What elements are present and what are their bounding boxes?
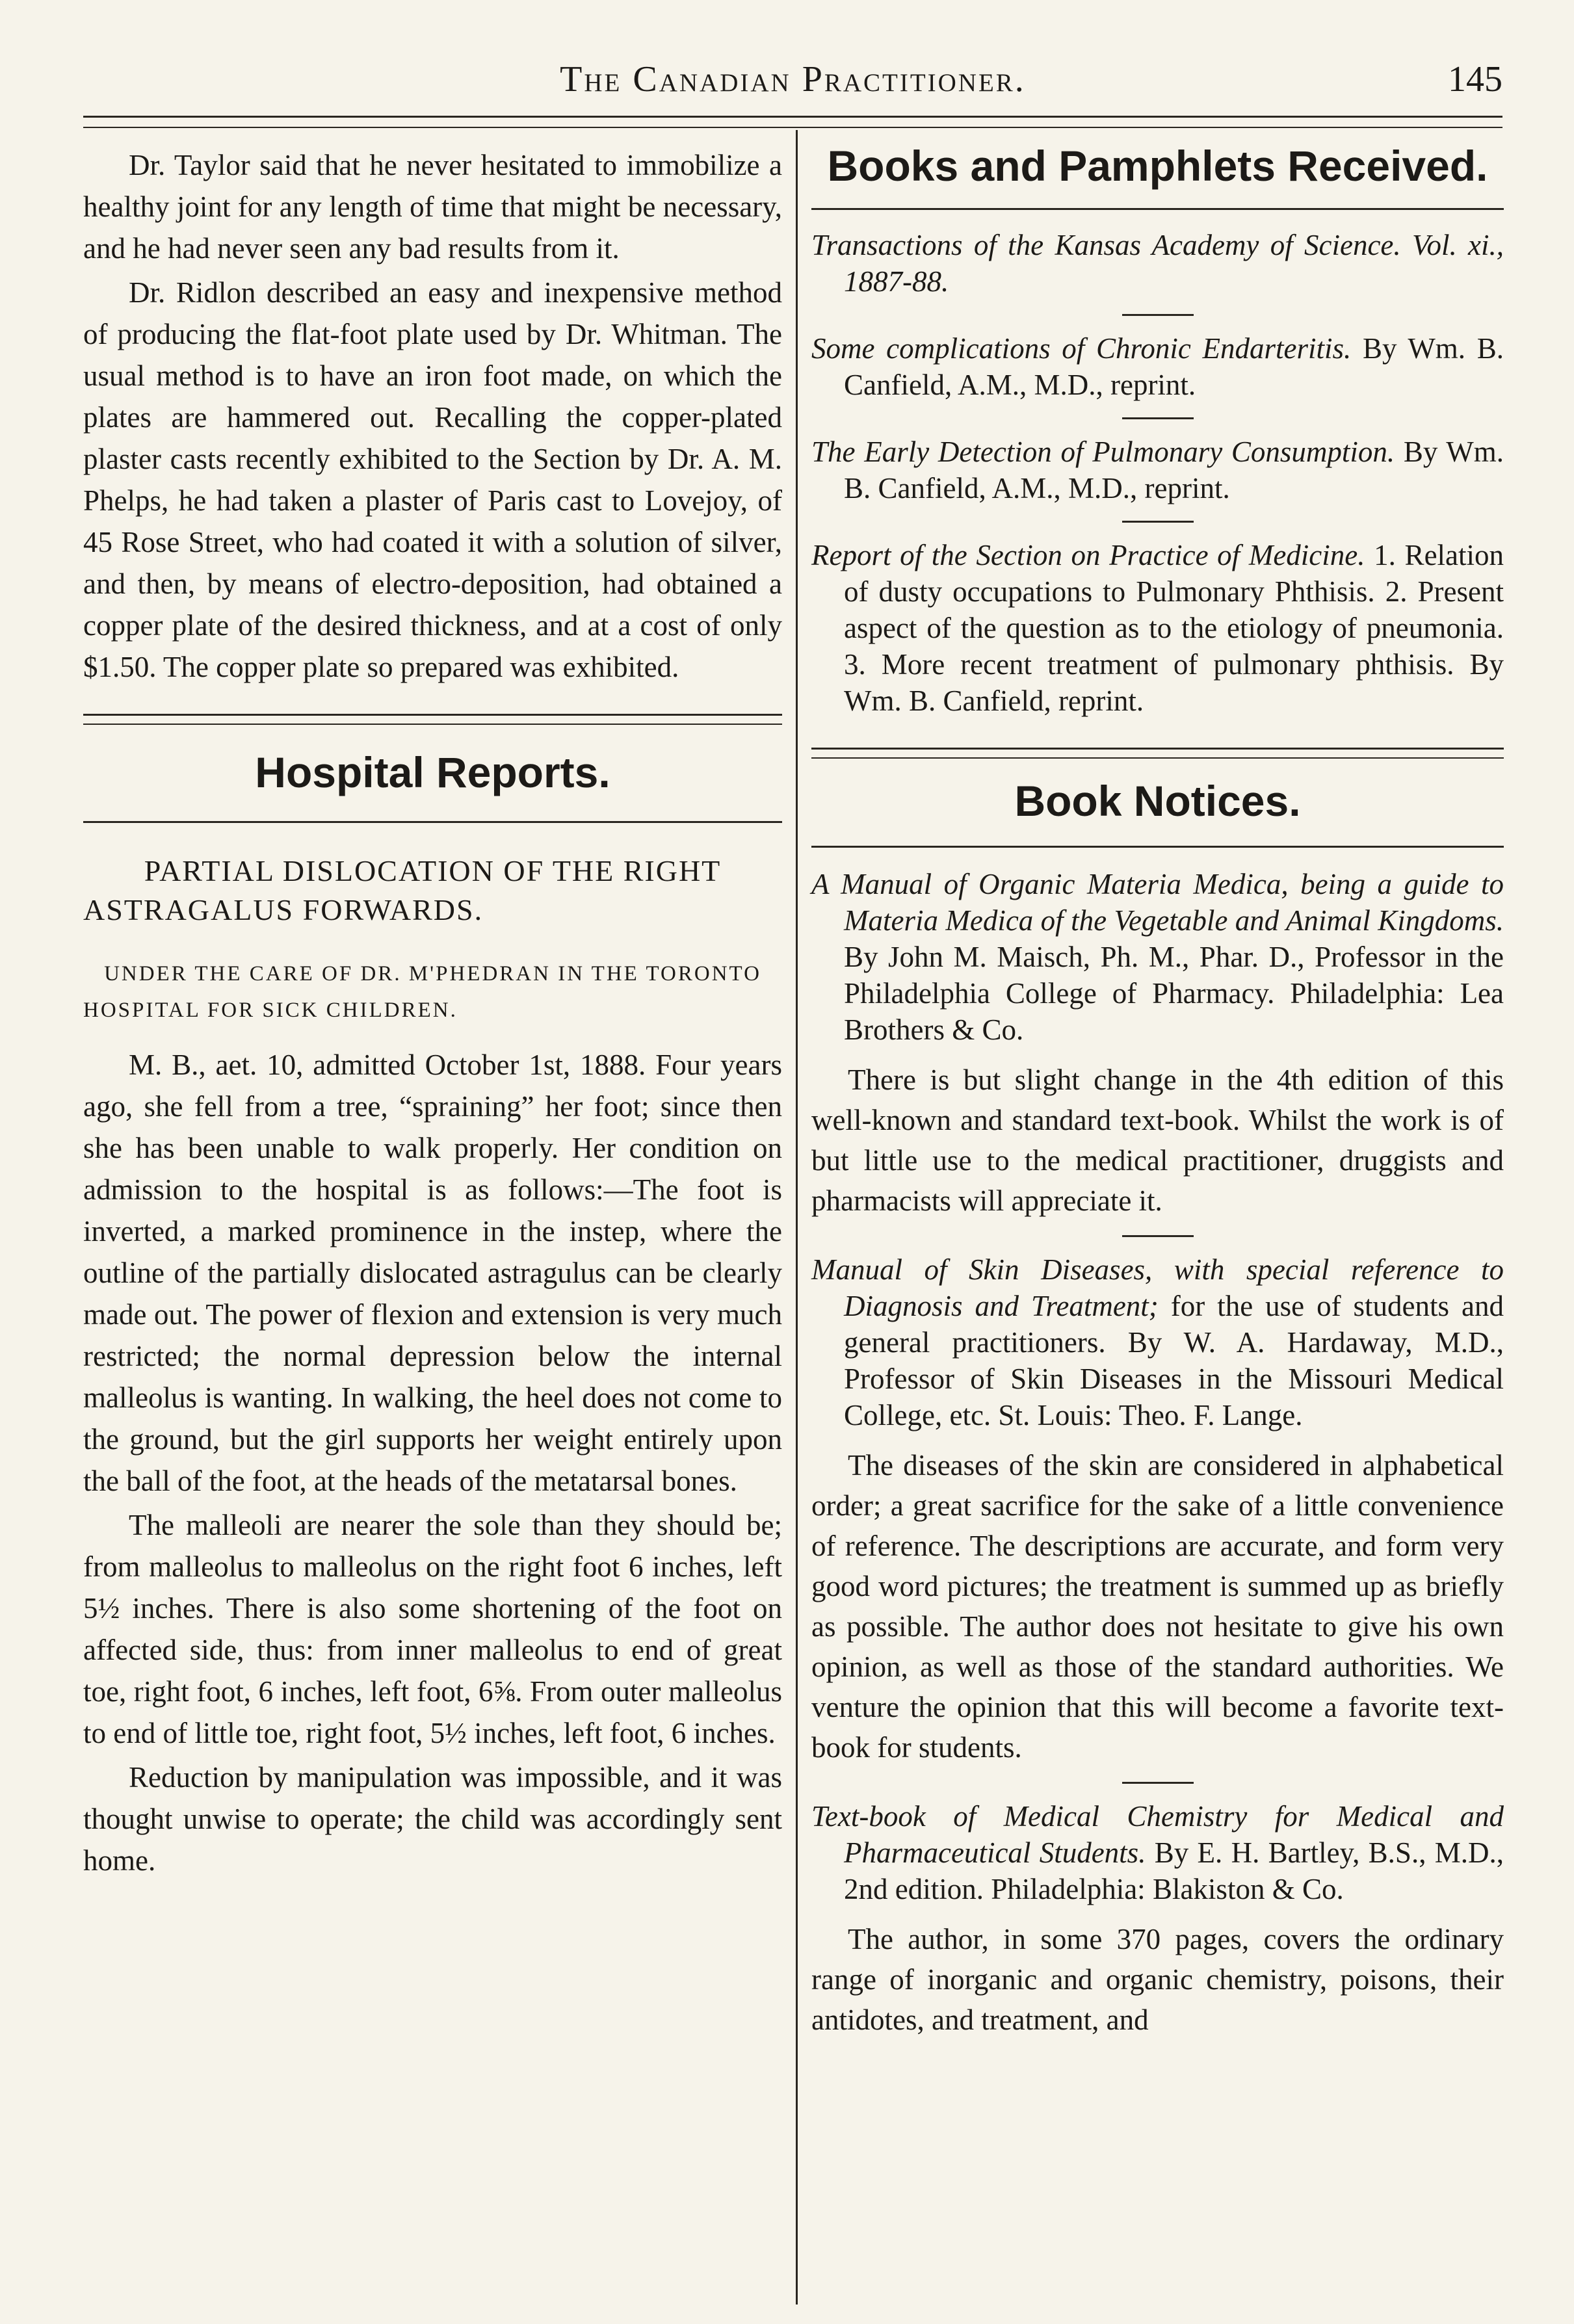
notice-text: The author, in some 370 pages, covers the ordinary range of inorganic and organic chemistry, poisons, their antidotes, and treatment, and (811, 1923, 1504, 2036)
notice-details: for the use of students and general practitioners. By W. A. Hardaway, M.D., Professor of Skin Diseases in the Missouri Medical College, etc. St. Louis: Theo. F. Lange. (844, 1290, 1504, 1431)
short-rule (1122, 417, 1194, 419)
entry-title: Transactions of the Kansas Academy of Science. Vol. xi., 1887-88. (811, 229, 1504, 298)
section-rule (811, 748, 1504, 759)
notice-citation (811, 1251, 1504, 1433)
short-rule (1122, 1782, 1194, 1784)
notice-details: By John M. Maisch, Ph. M., Phar. D., Professor in the Philadelphia College of Pharmacy. Philadelphia: Lea Brothers & Co. (844, 941, 1504, 1046)
case-title: PARTIAL DISLOCATION OF THE RIGHT ASTRAGALUS FORWARDS. (83, 854, 722, 926)
column-divider (796, 130, 798, 2304)
case-paragraph-3: Reduction by manipulation was impossible, and it was thought unwise to operate; the child was accordingly sent home. (83, 1761, 782, 1877)
received-entry (811, 227, 1504, 300)
entry-details: 1. Relation of dusty occupations to Pulmonary Phthisis. 2. Present aspect of the question as to the etiology of pneumonia. 3. More recent treatment of pulmonary phthisis. By Wm. B. Canfield, reprint. (844, 539, 1504, 717)
page-number: 145 (1448, 59, 1502, 99)
short-rule (1122, 521, 1194, 523)
case-paragraph-1: M. B., aet. 10, admitted October 1st, 1888. Four years ago, she fell from a tree, “spraining” her foot; since then she has been unable to walk properly. Her condition on admission to the hospital is as follows:—The foot is inverted, a marked prominence in the instep, where the outline of the partially dislocated astragulus can be clearly made out. The power of flexion and extension is very much restricted; the normal depression below the internal malleolus is wanting. In walking, the heel does not come to the ground, but the girl supports her weight entirely upon the ball of the foot, at the heads of the metatarsal bones. (83, 1049, 782, 1497)
notice-text: There is but slight change in the 4th edition of this well-known and standard text-book. Whilst the work is of but little use to the medical practitioner, druggists and pharmacists will appreciate it. (811, 1064, 1504, 1217)
entry-details: By Wm. B. Canfield, A.M., M.D., reprint. (844, 332, 1504, 401)
received-entry (811, 330, 1504, 403)
case-subtitle: UNDER THE CARE OF DR. M'PHEDRAN IN THE TORONTO HOSPITAL FOR SICK CHILDREN. (83, 962, 761, 1022)
entry-details: By Wm. B. Canfield, A.M., M.D., reprint. (844, 436, 1504, 504)
running-head (83, 53, 1502, 112)
notice-details: By E. H. Bartley, B.S., M.D., 2nd edition. Philadelphia: Blakiston & Co. (844, 1836, 1504, 1905)
notice-title: Text-book of Medical Chemistry for Medical and Pharmaceutical Students. (811, 1800, 1504, 1869)
entry-title: Some complications of Chronic Endarteritis. (811, 332, 1352, 365)
short-rule (1122, 1235, 1194, 1237)
right-column (811, 144, 1504, 2304)
notice-citation (811, 866, 1504, 1048)
notice-text: The diseases of the skin are considered in alphabetical order; a great sacrifice for the sake of a little convenience of reference. The descriptions are accurate, and form very good word pictures; the treatment is summed up as briefly as possible. The author does not hesitate to give his own opinion, as well as those of the standard authorities. We venture the opinion that this will become a favorite text-book for students. (811, 1449, 1504, 1764)
received-entry (811, 537, 1504, 719)
heading-rule (83, 821, 782, 823)
hospital-reports-heading: Hospital Reports. (255, 748, 610, 796)
notice-citation (811, 1798, 1504, 1907)
header-rule (83, 116, 1502, 128)
notice-title: Manual of Skin Diseases, with special reference to Diagnosis and Treatment; (811, 1253, 1504, 1322)
case-paragraph-2: The malleoli are nearer the sole than they should be; from malleolus to malleolus on the right foot 6 inches, left 5½ inches. There is also some shortening of the foot on affected side, thus: from inner malleolus to end of great toe, right foot, 6 inches, left foot, 6⅝. From outer malleolus to end of little toe, right foot, 5½ inches, left foot, 6 inches. (83, 1509, 782, 1749)
book-notices-heading: Book Notices. (1014, 777, 1301, 825)
books-received-heading: Books and Pamphlets Received. (827, 142, 1488, 190)
paragraph-ridlon: Dr. Ridlon described an easy and inexpensive method of producing the flat-foot plate used by Dr. Whitman. The usual method is to have an iron foot made, on which the plates are hammered out. Recalling the copper-plated plaster casts recently exhibited to the Section by Dr. A. M. Phelps, he had taken a plaster of Paris cast to Lovejoy, of 45 Rose Street, who had coated it with a solution of silver, and then, by means of electro-deposition, had obtained a copper plate of the desired thickness, and at a cost of only $1.50. The copper plate so prepared was exhibited. (83, 276, 782, 683)
section-rule (83, 714, 782, 725)
short-rule (1122, 314, 1194, 316)
notice-title: A Manual of Organic Materia Medica, being a guide to Materia Medica of the Vegetable and Animal Kingdoms. (811, 868, 1504, 937)
entry-title: Report of the Section on Practice of Medicine. (811, 539, 1365, 571)
heading-rule (811, 208, 1504, 210)
heading-rule (811, 846, 1504, 848)
paragraph-taylor: Dr. Taylor said that he never hesitated to immobilize a healthy joint for any length of time that might be necessary, and he had never seen any bad results from it. (83, 149, 782, 265)
journal-title: The Canadian Practitioner. (560, 59, 1026, 99)
received-entry (811, 434, 1504, 506)
left-column (83, 144, 782, 2304)
entry-title: The Early Detection of Pulmonary Consumption. (811, 436, 1395, 468)
